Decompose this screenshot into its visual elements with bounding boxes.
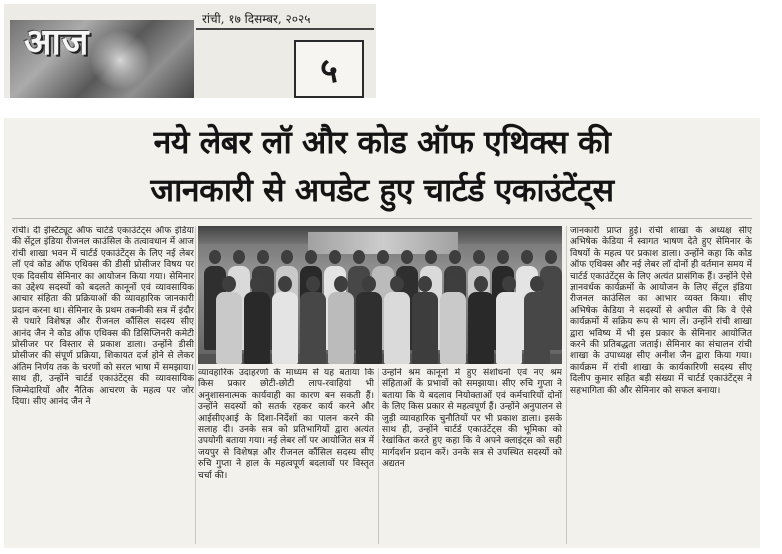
dateline: रांची, १७ दिसम्बर, २०२५: [202, 12, 311, 26]
column-divider: [378, 368, 379, 544]
photo-person: [468, 276, 494, 364]
photo-person: [496, 276, 522, 364]
photo-person-head: [306, 276, 320, 292]
article-column-left: रांची। दी इंस्टिट्यूट ऑफ चार्टर्ड एकाउंटेंट्स ऑफ इंडिया की सेंट्रल इंडिया रीजनल काउंसिल के तत्वावधान में आज रांची शाखा भवन में चार्टर्ड एकाउंटेंट्स के लिए नई लेबर लॉ एवं कोड ऑफ एथिक्स की डीसी प्रोसीजर विषय पर एक दिवसीय सेमिनार का आयोजन किया गया। सेमिनार का उद्देश्य सदस्यों को बदलते कानूनों एवं व्यावसायिक आचार संहिता की प्रक्रियाओं की व्यावहारिक जानकारी प्रदान करना था। सेमिनार के प्रथम तकनीकी सत्र में इंदौर से पधारे विशेषज्ञ और रीजनल कौंसिल सदस्य सीए आनंद जैन ने कोड ऑफ एथिक्स की डिसिप्लिनरी कमेटी प्रोसीजर पर विस्तार से प्रकाश डाला। उन्होंने डीसी प्रोसीजर की संपूर्ण प्रक्रिया, शिकायत दर्ज होने से लेकर अंतिम निर्णय तक के चरणों को सरल भाषा में समझाया। साथ ही, उन्होंने चार्टर्ड एकाउंटेंट्स की व्यावसायिक जिम्मेदारियों और नैतिक आचरण के महत्व पर जोर दिया। सीए आनंद जैन ने: [12, 226, 194, 408]
photo-person-head: [446, 276, 460, 292]
photo-person-body: [272, 292, 298, 364]
photo-person-head: [334, 276, 348, 292]
photo-person: [412, 276, 438, 364]
photo-person: [300, 276, 326, 364]
photo-person-head: [329, 250, 341, 264]
photo-person-body: [412, 292, 438, 364]
photo-person-head: [530, 276, 544, 292]
photo-person-head: [449, 250, 461, 264]
page-number: ५: [320, 51, 338, 91]
photo-person-head: [222, 276, 236, 292]
photo-person-body: [300, 292, 326, 364]
photo-person-body: [468, 292, 494, 364]
masthead-rule: [196, 28, 374, 30]
photo-person-head: [425, 250, 437, 264]
photo-person-body: [356, 292, 382, 364]
article-column-middle-left: व्यावहारिक उदाहरणों के माध्यम से यह बताया कि किस प्रकार छोटी-छोटी लाप-रवाहियां भी अनुशासनात्मक कार्यवाही का कारण बन सकती हैं। उन्होंने सदस्यों को सतर्क रहकर कार्य करने और आईसीएआई के दिशा-निर्देशों का पालन करने की सलाह दी। उनके सत्र को प्रतिभागियों द्वारा अत्यंत उपयोगी बताया गया। नई लेबर लॉ पर आयोजित सत्र में जयपुर से विशेषज्ञ और रीजनल कौंसिल सदस्य सीए रुचि गुप्ता ने हाल के महत्वपूर्ण बदलावों पर विस्तृत चर्चा की।: [198, 368, 374, 481]
photo-person-head: [362, 276, 376, 292]
masthead-logo: आज: [24, 22, 90, 63]
photo-person-head: [401, 250, 413, 264]
photo-person-head: [209, 250, 221, 264]
headline-line-1: नये लेबर लॉ और कोड ऑफ एथिक्स की: [153, 123, 611, 161]
article-column-middle-right: उन्होंने श्रम कानूनों में हुए संशोधनों एवं नए श्रम संहिताओं के प्रभावों को समझाया। सीए रुचि गुप्ता ने बताया कि ये बदलाव नियोक्ताओं एवं कर्मचारियों दोनों के लिए किस प्रकार से महत्वपूर्ण हैं। उन्होंने अनुपालन से जुड़ी व्यावहारिक चुनौतियों पर भी प्रकाश डाला। इसके साथ ही, उन्होंने चार्टर्ड एकाउंटेंट्स की भूमिका को रेखांकित करते हुए कहा कि वे अपने क्लाइंट्स को सही मार्गदर्शन प्रदान करें। उनके सत्र से उपस्थित सदस्यों को अद्यतन: [382, 368, 562, 470]
photo-person-body: [496, 292, 522, 364]
article-clipping: [4, 118, 760, 548]
group-photo: [198, 226, 562, 364]
masthead: [4, 4, 376, 98]
photo-person-head: [418, 276, 432, 292]
photo-person-body: [384, 292, 410, 364]
photo-person-body: [440, 292, 466, 364]
photo-person-head: [545, 250, 557, 264]
page-number-box: [294, 40, 364, 98]
photo-person: [272, 276, 298, 364]
photo-person-head: [377, 250, 389, 264]
photo-person-body: [244, 292, 270, 364]
photo-person-head: [521, 250, 533, 264]
headline-divider: [12, 218, 752, 219]
photo-person-head: [353, 250, 365, 264]
photo-person: [356, 276, 382, 364]
photo-person-body: [216, 292, 242, 364]
photo-person: [328, 276, 354, 364]
photo-person: [244, 276, 270, 364]
article-column-right: जानकारी प्राप्त हुई। रांची शाखा के अध्यक्ष सीए अभिषेक केडिया ने स्वागत भाषण देते हुए सेमिनार के विषयों के महत्व पर प्रकाश डाला। उन्होंने कहा कि कोड ऑफ एथिक्स और नई लेबर लॉ दोनों ही वर्तमान समय में चार्टर्ड एकाउंटेंट्स के लिए अत्यंत प्रासंगिक हैं। उन्होंने ऐसे ज्ञानवर्धक कार्यक्रमों के आयोजन के लिए सेंट्रल इंडिया रीजनल काउंसिल का आभार व्यक्त किया। सीए अभिषेक केडिया ने सदस्यों से अपील की कि वे ऐसे कार्यक्रमों में सक्रिय रूप से भाग लें। उन्होंने रांची शाखा द्वारा भविष्य में भी इस प्रकार के सेमिनार आयोजित करने की प्रतिबद्धता जताई। सेमिनार का संचालन रांची शाखा के उपाध्यक्ष सीए अनीश जैन द्वारा किया गया। कार्यक्रम में रांची शाखा के कार्यकारिणी सदस्य सीए दिलीप कुमार सहित बड़ी संख्या में चार्टर्ड एकाउंटेंट्स ने सहभागिता की और सेमिनार को सफल बनाया।: [570, 226, 752, 396]
column-divider: [566, 226, 567, 544]
photo-person: [524, 276, 550, 364]
photo-person-body: [524, 292, 550, 364]
photo-person-head: [257, 250, 269, 264]
photo-person-head: [278, 276, 292, 292]
photo-person-head: [281, 250, 293, 264]
column-divider: [195, 226, 196, 544]
photo-person-head: [474, 276, 488, 292]
photo-person-head: [497, 250, 509, 264]
photo-person-head: [250, 276, 264, 292]
photo-person-head: [390, 276, 404, 292]
photo-person-body: [328, 292, 354, 364]
photo-person: [440, 276, 466, 364]
photo-person-head: [473, 250, 485, 264]
headline-line-2: जानकारी से अपडेट हुए चार्टर्ड एकाउंटेंट्स: [150, 171, 614, 209]
photo-person-head: [305, 250, 317, 264]
photo-person-head: [233, 250, 245, 264]
photo-person: [384, 276, 410, 364]
photo-person-head: [502, 276, 516, 292]
photo-person: [216, 276, 242, 364]
